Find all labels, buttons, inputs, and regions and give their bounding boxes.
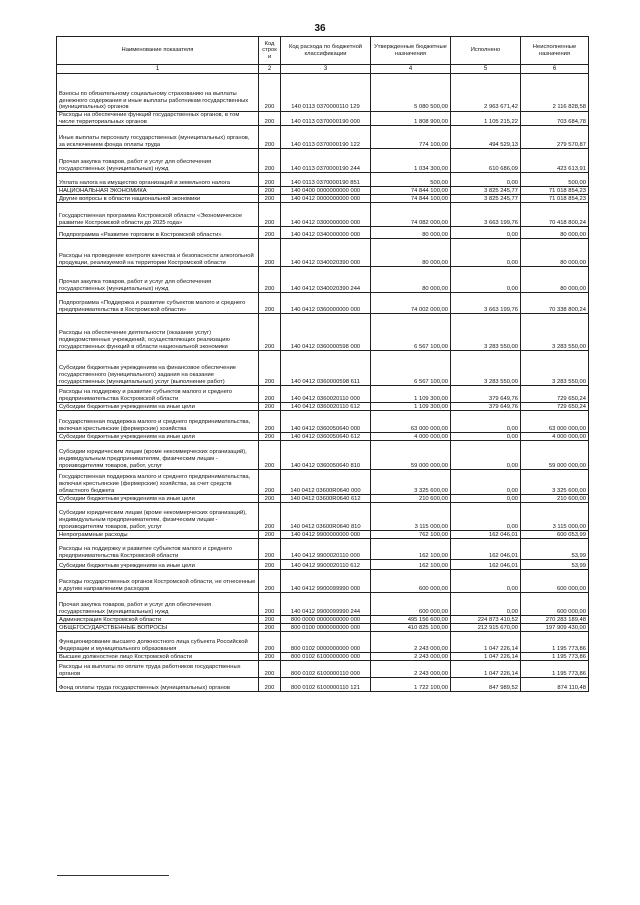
row-remaining: 2 116 828,58 <box>521 74 589 112</box>
row-executed: 0,00 <box>451 433 521 441</box>
row-remaining: 53,99 <box>521 560 589 570</box>
row-approved: 74 844 100,00 <box>371 187 451 195</box>
table-row <box>57 495 589 503</box>
row-approved: 600 000,00 <box>371 593 451 616</box>
row-approved: 774 100,00 <box>371 126 451 149</box>
row-name: Расходы на обеспечение функций государственных органов, в том числе территориальных органов <box>57 112 259 126</box>
row-remaining: 3 283 550,00 <box>521 314 589 351</box>
row-remaining: 70 338 800,24 <box>521 293 589 314</box>
row-line-code: 200 <box>259 386 281 403</box>
row-line-code: 200 <box>259 570 281 593</box>
column-number: 4 <box>371 65 451 74</box>
row-approved: 80 000,00 <box>371 227 451 239</box>
row-line-code: 200 <box>259 314 281 351</box>
row-approved: 2 243 000,00 <box>371 632 451 653</box>
row-budget-code: 140 0400 0000000000 000 <box>281 187 371 195</box>
row-approved: 5 080 500,00 <box>371 74 451 112</box>
row-executed: 379 649,76 <box>451 403 521 411</box>
table-row <box>57 267 589 293</box>
row-remaining: 874 110,48 <box>521 678 589 692</box>
row-budget-code: 140 0412 0360050640 810 <box>281 441 371 470</box>
header-executed: Исполнено <box>451 37 521 65</box>
row-approved: 495 156 600,00 <box>371 616 451 624</box>
row-line-code: 200 <box>259 112 281 126</box>
row-budget-code: 140 0412 9900000000 000 <box>281 531 371 539</box>
table-row <box>57 678 589 692</box>
row-line-code: 200 <box>259 293 281 314</box>
row-line-code: 200 <box>259 173 281 187</box>
row-name: Непрограммные расходы <box>57 531 259 539</box>
row-executed: 212 915 670,00 <box>451 624 521 632</box>
row-executed: 0,00 <box>451 227 521 239</box>
row-line-code: 200 <box>259 433 281 441</box>
row-budget-code: 140 0412 03600R0640 810 <box>281 503 371 531</box>
row-approved: 74 082 000,00 <box>371 203 451 227</box>
table-row <box>57 195 589 203</box>
row-remaining: 279 570,87 <box>521 126 589 149</box>
row-remaining: 80 000,00 <box>521 267 589 293</box>
row-executed: 0,00 <box>451 411 521 433</box>
row-executed: 3 283 550,00 <box>451 351 521 386</box>
row-approved: 74 844 100,00 <box>371 195 451 203</box>
row-remaining: 210 600,00 <box>521 495 589 503</box>
row-budget-code: 800 0000 0000000000 000 <box>281 616 371 624</box>
table-row <box>57 560 589 570</box>
row-line-code: 200 <box>259 593 281 616</box>
row-name: Государственная поддержка малого и среднего предпринимательства, включая крестьянские (фермерские) хозяйства, за счет средств областного бюджета <box>57 470 259 495</box>
row-approved: 6 567 100,00 <box>371 351 451 386</box>
row-approved: 3 325 600,00 <box>371 470 451 495</box>
row-line-code: 200 <box>259 227 281 239</box>
row-approved: 59 000 000,00 <box>371 441 451 470</box>
table-row <box>57 386 589 403</box>
row-budget-code: 140 0412 03600R0640 612 <box>281 495 371 503</box>
row-budget-code: 800 0102 6100000000 000 <box>281 653 371 661</box>
row-executed: 0,00 <box>451 503 521 531</box>
row-approved: 6 567 100,00 <box>371 314 451 351</box>
row-line-code: 200 <box>259 403 281 411</box>
row-line-code: 200 <box>259 616 281 624</box>
row-line-code: 200 <box>259 632 281 653</box>
row-remaining: 729 650,24 <box>521 386 589 403</box>
row-budget-code: 140 0412 9900099990 244 <box>281 593 371 616</box>
row-approved: 80 000,00 <box>371 239 451 267</box>
row-budget-code: 140 0412 0340000000 000 <box>281 227 371 239</box>
table-row <box>57 624 589 632</box>
row-executed: 610 686,09 <box>451 149 521 173</box>
row-line-code: 200 <box>259 470 281 495</box>
row-budget-code: 140 0113 0370000190 000 <box>281 112 371 126</box>
row-approved: 410 825 100,00 <box>371 624 451 632</box>
column-number-row <box>57 65 589 74</box>
row-approved: 1 109 300,00 <box>371 403 451 411</box>
row-line-code: 200 <box>259 239 281 267</box>
table-row <box>57 470 589 495</box>
row-remaining: 1 195 773,86 <box>521 661 589 678</box>
row-executed: 1 105 215,22 <box>451 112 521 126</box>
row-executed: 162 046,01 <box>451 531 521 539</box>
row-name: Прочая закупка товаров, работ и услуг для обеспечения государственных (муниципальных) нужд <box>57 267 259 293</box>
row-remaining: 71 018 854,23 <box>521 195 589 203</box>
row-remaining: 729 650,24 <box>521 403 589 411</box>
row-name: Подпрограмма «Развитие торговли в Костромской области» <box>57 227 259 239</box>
row-name: Уплата налога на имущество организаций и земельного налога <box>57 173 259 187</box>
row-executed: 379 649,76 <box>451 386 521 403</box>
row-name: Расходы на выплаты по оплате труда работников государственных органов <box>57 661 259 678</box>
row-budget-code: 140 0412 0360020110 612 <box>281 403 371 411</box>
row-approved: 210 600,00 <box>371 495 451 503</box>
row-approved: 3 115 000,00 <box>371 503 451 531</box>
row-budget-code: 140 0113 0370000190 851 <box>281 173 371 187</box>
table-row <box>57 149 589 173</box>
row-name: Субсидии юридическим лицам (кроме некоммерческих организаций), индивидуальным предпринимателям, физическим лицам - производителям товаров, работ, услуг <box>57 503 259 531</box>
row-name: Расходы на обеспечение деятельности (оказание услуг) подведомственных учреждений, осуществляющих реализацию государственных функций в области национальной экономики <box>57 314 259 351</box>
row-name: Администрация Костромской области <box>57 616 259 624</box>
table-row <box>57 661 589 678</box>
table-row <box>57 293 589 314</box>
row-line-code: 200 <box>259 195 281 203</box>
row-executed: 162 046,01 <box>451 539 521 560</box>
row-name: Взносы по обязательному социальному страхованию на выплаты денежного содержания и иные выплаты работникам государственных (муниципальных) органов <box>57 74 259 112</box>
table-row <box>57 616 589 624</box>
row-approved: 4 000 000,00 <box>371 433 451 441</box>
table-row <box>57 173 589 187</box>
row-executed: 0,00 <box>451 267 521 293</box>
header-indicator-name: Наименование показателя <box>57 37 259 65</box>
row-line-code: 200 <box>259 560 281 570</box>
row-remaining: 500,00 <box>521 173 589 187</box>
row-remaining: 1 195 773,86 <box>521 653 589 661</box>
row-budget-code: 140 0412 0360050640 000 <box>281 411 371 433</box>
row-budget-code: 140 0412 0360020110 000 <box>281 386 371 403</box>
row-executed: 1 047 226,14 <box>451 653 521 661</box>
row-remaining: 423 613,91 <box>521 149 589 173</box>
row-name: Иные выплаты персоналу государственных (муниципальных) органов, за исключением фонда оплаты труда <box>57 126 259 149</box>
row-executed: 224 873 410,52 <box>451 616 521 624</box>
table-row <box>57 351 589 386</box>
row-approved: 500,00 <box>371 173 451 187</box>
table-row <box>57 314 589 351</box>
row-name: Расходы государственных органов Костромской области, не отнесенные к другим направлениям расходов <box>57 570 259 593</box>
row-line-code: 200 <box>259 411 281 433</box>
row-approved: 1 109 300,00 <box>371 386 451 403</box>
row-budget-code: 140 0412 9900020110 612 <box>281 560 371 570</box>
row-approved: 1 034 300,00 <box>371 149 451 173</box>
row-name: Функционирование высшего должностного лица субъекта Российской Федерации и муниципального образования <box>57 632 259 653</box>
table-row <box>57 403 589 411</box>
row-budget-code: 140 0412 0360000000 000 <box>281 293 371 314</box>
row-budget-code: 800 0102 0000000000 000 <box>281 632 371 653</box>
row-approved: 2 243 000,00 <box>371 653 451 661</box>
row-approved: 1 808 900,00 <box>371 112 451 126</box>
row-line-code: 200 <box>259 203 281 227</box>
row-approved: 162 100,00 <box>371 539 451 560</box>
row-name: Субсидии бюджетным учреждениям на иные цели <box>57 403 259 411</box>
row-remaining: 600 053,99 <box>521 531 589 539</box>
table-row <box>57 570 589 593</box>
row-name: Другие вопросы в области национальной экономики <box>57 195 259 203</box>
header-remaining: Неисполненные назначения <box>521 37 589 65</box>
row-line-code: 200 <box>259 678 281 692</box>
column-number: 2 <box>259 65 281 74</box>
row-approved: 74 002 000,00 <box>371 293 451 314</box>
row-name: Высшее должностное лицо Костромской области <box>57 653 259 661</box>
row-remaining: 4 000 000,00 <box>521 433 589 441</box>
row-name: ОБЩЕГОСУДАРСТВЕННЫЕ ВОПРОСЫ <box>57 624 259 632</box>
row-name: Расходы на поддержку и развитие субъектов малого и среднего предпринимательства Костромской области <box>57 539 259 560</box>
row-remaining: 600 000,00 <box>521 570 589 593</box>
table-row <box>57 187 589 195</box>
table-body <box>57 74 589 692</box>
row-budget-code: 140 0412 0360050640 612 <box>281 433 371 441</box>
table-row <box>57 632 589 653</box>
row-budget-code: 140 0412 03600R0640 000 <box>281 470 371 495</box>
row-remaining: 70 418 800,24 <box>521 203 589 227</box>
row-executed: 1 047 226,14 <box>451 632 521 653</box>
table-row <box>57 593 589 616</box>
row-remaining: 80 000,00 <box>521 227 589 239</box>
row-executed: 494 529,13 <box>451 126 521 149</box>
row-executed: 0,00 <box>451 470 521 495</box>
row-name: Субсидии бюджетным учреждениям на иные цели <box>57 560 259 570</box>
row-remaining: 3 325 600,00 <box>521 470 589 495</box>
column-number: 5 <box>451 65 521 74</box>
row-line-code: 200 <box>259 539 281 560</box>
row-budget-code: 800 0102 6100000110 121 <box>281 678 371 692</box>
column-number: 3 <box>281 65 371 74</box>
page-number: 36 <box>314 23 326 34</box>
row-approved: 63 000 000,00 <box>371 411 451 433</box>
row-line-code: 200 <box>259 149 281 173</box>
row-executed: 3 825 245,77 <box>451 195 521 203</box>
row-line-code: 200 <box>259 503 281 531</box>
row-budget-code: 140 0412 0340020390 000 <box>281 239 371 267</box>
table-row <box>57 411 589 433</box>
row-line-code: 200 <box>259 661 281 678</box>
row-remaining: 270 283 189,48 <box>521 616 589 624</box>
row-budget-code: 140 0412 0340020390 244 <box>281 267 371 293</box>
row-line-code: 200 <box>259 624 281 632</box>
row-remaining: 59 000 000,00 <box>521 441 589 470</box>
table-row <box>57 74 589 112</box>
row-line-code: 200 <box>259 531 281 539</box>
table-row <box>57 653 589 661</box>
row-budget-code: 800 0100 0000000000 000 <box>281 624 371 632</box>
row-executed: 3 283 550,00 <box>451 314 521 351</box>
row-budget-code: 800 0102 6100000110 000 <box>281 661 371 678</box>
row-name: Субсидии бюджетным учреждениям на иные цели <box>57 495 259 503</box>
header-approved: Утвержденные бюджетные назначения <box>371 37 451 65</box>
row-name: Расходы на поддержку и развитие субъектов малого и среднего предпринимательства Костромской области <box>57 386 259 403</box>
row-executed: 3 663 199,76 <box>451 293 521 314</box>
row-name: Расходы на проведение контроля качества и безопасности алкогольной продукции, реализуемой на территории Костромской области <box>57 239 259 267</box>
row-approved: 1 722 100,00 <box>371 678 451 692</box>
row-name: Субсидии юридическим лицам (кроме некоммерческих организаций), индивидуальным предпринимателям, физическим лицам - производителям товаров, работ, услуг <box>57 441 259 470</box>
row-executed: 0,00 <box>451 441 521 470</box>
row-executed: 3 663 199,76 <box>451 203 521 227</box>
header-row <box>57 37 589 65</box>
row-name: Субсидии бюджетным учреждениям на иные цели <box>57 433 259 441</box>
row-line-code: 200 <box>259 351 281 386</box>
row-executed: 0,00 <box>451 570 521 593</box>
column-number: 6 <box>521 65 589 74</box>
row-remaining: 71 018 854,23 <box>521 187 589 195</box>
row-executed: 0,00 <box>451 593 521 616</box>
row-name: Подпрограмма «Поддержка и развитие субъектов малого и среднего предпринимательства в Костромской области» <box>57 293 259 314</box>
row-line-code: 200 <box>259 126 281 149</box>
row-executed: 0,00 <box>451 239 521 267</box>
row-line-code: 200 <box>259 441 281 470</box>
table-row <box>57 126 589 149</box>
row-line-code: 200 <box>259 267 281 293</box>
column-number: 1 <box>57 65 259 74</box>
row-budget-code: 140 0412 9900099990 000 <box>281 570 371 593</box>
row-line-code: 200 <box>259 74 281 112</box>
table-row <box>57 112 589 126</box>
row-name: Прочая закупка товаров, работ и услуг для обеспечения государственных (муниципальных) нужд <box>57 149 259 173</box>
row-name: Прочая закупка товаров, работ и услуг для обеспечения государственных (муниципальных) нужд <box>57 593 259 616</box>
table-row <box>57 531 589 539</box>
row-name: Субсидии бюджетным учреждениям на финансовое обеспечение государственного (муниципального) задания на оказание государственных (муниципальных) услуг (выполнение работ) <box>57 351 259 386</box>
footnote-divider <box>57 875 169 876</box>
row-approved: 80 000,00 <box>371 267 451 293</box>
row-budget-code: 140 0113 0370000110 129 <box>281 74 371 112</box>
row-executed: 162 046,01 <box>451 560 521 570</box>
row-budget-code: 140 0412 9900020110 000 <box>281 539 371 560</box>
row-budget-code: 140 0113 0370000190 244 <box>281 149 371 173</box>
row-executed: 0,00 <box>451 495 521 503</box>
header-budget-code: Код расхода по бюджетной классификации <box>281 37 371 65</box>
row-budget-code: 140 0412 0360000598 000 <box>281 314 371 351</box>
row-approved: 2 243 000,00 <box>371 661 451 678</box>
table-row <box>57 503 589 531</box>
table-row <box>57 227 589 239</box>
row-name: Государственная программа Костромской области «Экономическое развитие Костромской области до 2025 года» <box>57 203 259 227</box>
row-remaining: 197 909 430,00 <box>521 624 589 632</box>
row-name: НАЦИОНАЛЬНАЯ ЭКОНОМИКА <box>57 187 259 195</box>
row-name: Государственная поддержка малого и среднего предпринимательства, включая крестьянские (фермерские) хозяйства <box>57 411 259 433</box>
row-approved: 162 100,00 <box>371 560 451 570</box>
row-remaining: 3 283 550,00 <box>521 351 589 386</box>
budget-execution-table <box>56 36 589 692</box>
row-remaining: 3 115 000,00 <box>521 503 589 531</box>
row-remaining: 53,99 <box>521 539 589 560</box>
row-executed: 3 825 245,77 <box>451 187 521 195</box>
table-row <box>57 539 589 560</box>
row-budget-code: 140 0412 0300000000 000 <box>281 203 371 227</box>
row-line-code: 200 <box>259 653 281 661</box>
row-executed: 1 047 226,14 <box>451 661 521 678</box>
row-executed: 0,00 <box>451 173 521 187</box>
row-remaining: 703 684,78 <box>521 112 589 126</box>
row-approved: 762 100,00 <box>371 531 451 539</box>
table-row <box>57 203 589 227</box>
row-budget-code: 140 0412 0000000000 000 <box>281 195 371 203</box>
row-name: Фонд оплаты труда государственных (муниципальных) органов <box>57 678 259 692</box>
row-budget-code: 140 0113 0370000190 122 <box>281 126 371 149</box>
table-row <box>57 239 589 267</box>
row-executed: 847 989,52 <box>451 678 521 692</box>
row-remaining: 80 000,00 <box>521 239 589 267</box>
header-line-code: Код строк и <box>259 37 281 65</box>
row-remaining: 1 195 773,86 <box>521 632 589 653</box>
row-remaining: 600 000,00 <box>521 593 589 616</box>
table-row <box>57 433 589 441</box>
row-approved: 600 000,00 <box>371 570 451 593</box>
row-budget-code: 140 0412 0360000598 611 <box>281 351 371 386</box>
table-row <box>57 441 589 470</box>
row-line-code: 200 <box>259 495 281 503</box>
row-remaining: 63 000 000,00 <box>521 411 589 433</box>
row-line-code: 200 <box>259 187 281 195</box>
row-executed: 2 963 671,42 <box>451 74 521 112</box>
